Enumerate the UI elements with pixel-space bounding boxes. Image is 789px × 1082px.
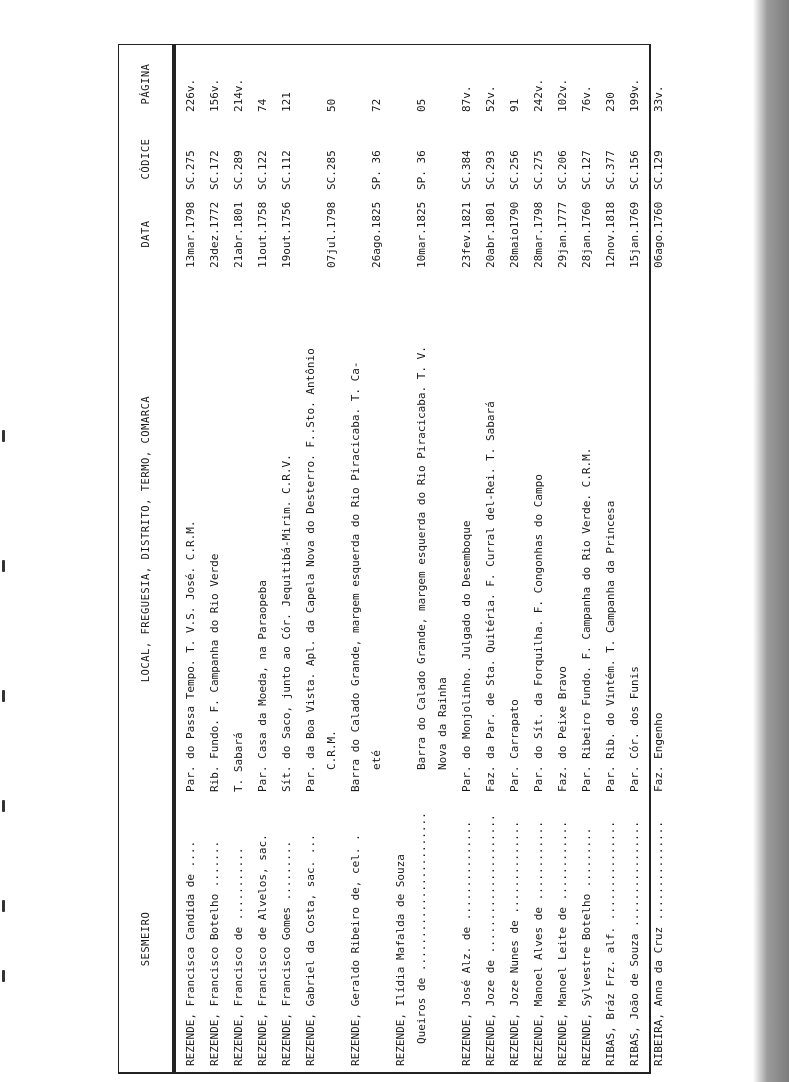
codice-cell: SP. 36 xyxy=(370,150,383,190)
table-row xyxy=(506,44,530,1074)
local-cell: Par. Carrapato xyxy=(508,699,521,792)
table-row xyxy=(458,44,482,1074)
sesmeiro-cell: RIBAS, João de Souza ................ xyxy=(628,820,641,1066)
sesmeiro-cell: REZENDE, José Alz. de ............... xyxy=(460,820,473,1066)
table-row xyxy=(650,44,674,1074)
pagina-cell: 102v. xyxy=(556,78,569,112)
sesmeiro-cell: REZENDE, Manoel Leite de ............ xyxy=(556,820,569,1066)
sesmeiro-cell: Queiros de ........................ xyxy=(415,812,428,1044)
local-cell: Par. do Monjolinho. Julgado do Desemboque xyxy=(460,520,473,792)
codice-cell: SC.122 xyxy=(256,150,269,190)
page-edge-shadow xyxy=(753,0,789,1082)
codice-cell: SC.127 xyxy=(580,150,593,190)
binding-mark xyxy=(2,900,5,912)
table-row xyxy=(392,44,458,1074)
codice-cell: SC.377 xyxy=(604,150,617,190)
codice-cell: SC.256 xyxy=(508,150,521,190)
codice-cell: SC.206 xyxy=(556,150,569,190)
data-cell: 28mar.1798 xyxy=(532,201,545,268)
sesmeiro-cell: REZENDE, Manoel Alves de ............ xyxy=(532,820,545,1066)
table-row xyxy=(530,44,554,1074)
pagina-cell: 33v. xyxy=(652,85,665,112)
codice-cell: SC.172 xyxy=(208,150,221,190)
local-cell: eté xyxy=(370,750,383,770)
sesmeiro-cell: REZENDE, Francisco de Alvelos, sac. xyxy=(256,834,269,1066)
sesmeiro-cell: REZENDE, Francisco Botelho ....... xyxy=(208,840,221,1066)
local-cell: Nova da Rainha xyxy=(436,677,449,770)
pagina-cell: 199v. xyxy=(628,78,641,112)
pagina-cell: 156v. xyxy=(208,78,221,112)
pagina-cell: 121 xyxy=(280,92,293,112)
local-cell: Par. do Passa Tempo. T. V.S. José. C.R.M. xyxy=(184,520,197,792)
pagina-cell: 226v. xyxy=(184,78,197,112)
table-row xyxy=(554,44,578,1074)
data-cell: 23dez.1772 xyxy=(208,201,221,268)
table-row xyxy=(602,44,626,1074)
header-codice: CÓDICE xyxy=(140,138,152,180)
local-cell: Par. Cór. dos Funis xyxy=(628,666,641,792)
pagina-cell: 74 xyxy=(256,98,269,112)
table-row xyxy=(254,44,278,1074)
data-cell: 28maio1790 xyxy=(508,201,521,268)
sesmeiro-cell: REZENDE, Ilídia Mafalda de Souza xyxy=(394,854,407,1066)
local-cell: Par. Rib. do Vintém. T. Campanha da Princesa xyxy=(604,500,617,792)
data-cell: 26ago.1825 xyxy=(370,201,383,268)
data-cell: 15jan.1769 xyxy=(628,201,641,268)
pagina-cell: 87v. xyxy=(460,85,473,112)
local-cell: Barra do Calado Grande, margem esquerda do Rio Piracicaba. T. V. xyxy=(415,346,428,770)
codice-cell: SC.293 xyxy=(484,150,497,190)
data-cell: 20abr.1801 xyxy=(484,201,497,268)
sesmeiro-cell: REZENDE, Joze Nunes de .............. xyxy=(508,820,521,1066)
header-local: LOCAL, FREGUESIA, DISTRITO, TERMO, COMARCA xyxy=(140,395,152,683)
pagina-cell: 52v. xyxy=(484,85,497,112)
local-cell: Sít. do Saco, junto ao Cór. Jequitibá-Mirim. C.R.V. xyxy=(280,454,293,792)
local-cell: C.R.M. xyxy=(325,730,338,770)
binding-mark xyxy=(2,690,5,702)
header-pagina: PÁGINA xyxy=(140,63,152,105)
codice-cell: SC.156 xyxy=(628,150,641,190)
data-cell: 13mar.1798 xyxy=(184,201,197,268)
pagina-cell: 72 xyxy=(370,98,383,112)
table-row xyxy=(206,44,230,1074)
sesmeiro-cell: REZENDE, Francisca Candida de .... xyxy=(184,840,197,1066)
binding-mark xyxy=(2,560,5,572)
pagina-cell: 91 xyxy=(508,98,521,112)
local-cell: Faz. do Peixe Bravo xyxy=(556,666,569,792)
local-cell: Rib. Fundo. F. Campanha do Rio Verde xyxy=(208,553,221,792)
table-row xyxy=(230,44,254,1074)
local-cell: Par. do Sít. da Forquilha. F. Congonhas do Campo xyxy=(532,474,545,792)
binding-mark xyxy=(2,800,5,812)
codice-cell: SC.285 xyxy=(325,150,338,190)
data-cell: 28jan.1760 xyxy=(580,201,593,268)
data-cell: 10mar.1825 xyxy=(415,201,428,268)
data-cell: 12nov.1818 xyxy=(604,201,617,268)
codice-cell: SC.384 xyxy=(460,150,473,190)
rotated-table xyxy=(118,44,665,1074)
table-row xyxy=(302,44,347,1074)
sesmeiro-cell: REZENDE, Sylvestre Botelho ......... xyxy=(580,827,593,1066)
pagina-cell: 230 xyxy=(604,92,617,112)
codice-cell: SC.112 xyxy=(280,150,293,190)
table-row xyxy=(347,44,392,1074)
pagina-cell: 242v. xyxy=(532,78,545,112)
header-data: DATA xyxy=(140,220,152,248)
header-sesmeiro: SESMEIRO xyxy=(140,911,152,967)
sesmeiro-cell: REZENDE, Francisco de ........... xyxy=(232,847,245,1066)
local-cell: Faz. da Par. de Sta. Quitéria. F. Curral del-Rei. T. Sabará xyxy=(484,401,497,792)
table-row xyxy=(182,44,206,1074)
table-row xyxy=(578,44,602,1074)
pagina-cell: 214v. xyxy=(232,78,245,112)
table-row xyxy=(278,44,302,1074)
table-row xyxy=(626,44,650,1074)
data-cell: 23fev.1821 xyxy=(460,201,473,268)
binding-marks xyxy=(0,0,10,1082)
sesmeiro-cell: RIBEIRA, Anna da Cruz ............... xyxy=(652,820,665,1066)
local-cell: Barra do Calado Grande, margem esquerda do Rio Piracicaba. T. Ca- xyxy=(349,361,362,792)
data-cell: 07jul.1798 xyxy=(325,201,338,268)
codice-cell: SP. 36 xyxy=(415,150,428,190)
data-cell: 19out.1756 xyxy=(280,201,293,268)
table-body xyxy=(182,44,674,1074)
binding-mark xyxy=(2,970,5,982)
pagina-cell: 50 xyxy=(325,98,338,112)
pagina-cell: 05 xyxy=(415,98,428,112)
data-cell: 06ago.1760 xyxy=(652,201,665,268)
data-cell: 29jan.1777 xyxy=(556,201,569,268)
sesmeiro-cell: REZENDE, Francisco Gomes ......... xyxy=(280,840,293,1066)
sesmeiro-cell: REZENDE, Geraldo Ribeiro de, cel. . xyxy=(349,834,362,1066)
table-row xyxy=(482,44,506,1074)
local-cell: Faz. Engenho xyxy=(652,712,665,792)
data-cell: 21abr.1801 xyxy=(232,201,245,268)
local-cell: T. Sabará xyxy=(232,732,245,792)
codice-cell: SC.289 xyxy=(232,150,245,190)
binding-mark xyxy=(2,430,5,442)
pagina-cell: 76v. xyxy=(580,85,593,112)
sesmeiro-cell: REZENDE, Gabriel da Costa, sac. ... xyxy=(304,834,317,1066)
local-cell: Par. Ribeiro Fundo. F. Campanha do Rio Verde. C.R.M. xyxy=(580,447,593,792)
sesmeiro-cell: RIBAS, Bráz Frz. alf. ............... xyxy=(604,820,617,1066)
codice-cell: SC.275 xyxy=(532,150,545,190)
codice-cell: SC.129 xyxy=(652,150,665,190)
local-cell: Par. Casa da Moeda, na Paraopeba xyxy=(256,580,269,792)
local-cell: Par. da Boa Vista. Apl. da Capela Nova do Desterro. F..Sto. Antônio xyxy=(304,348,317,792)
data-cell: 11out.1758 xyxy=(256,201,269,268)
codice-cell: SC.275 xyxy=(184,150,197,190)
sesmeiro-cell: REZENDE, Joze de ..................... xyxy=(484,814,497,1066)
